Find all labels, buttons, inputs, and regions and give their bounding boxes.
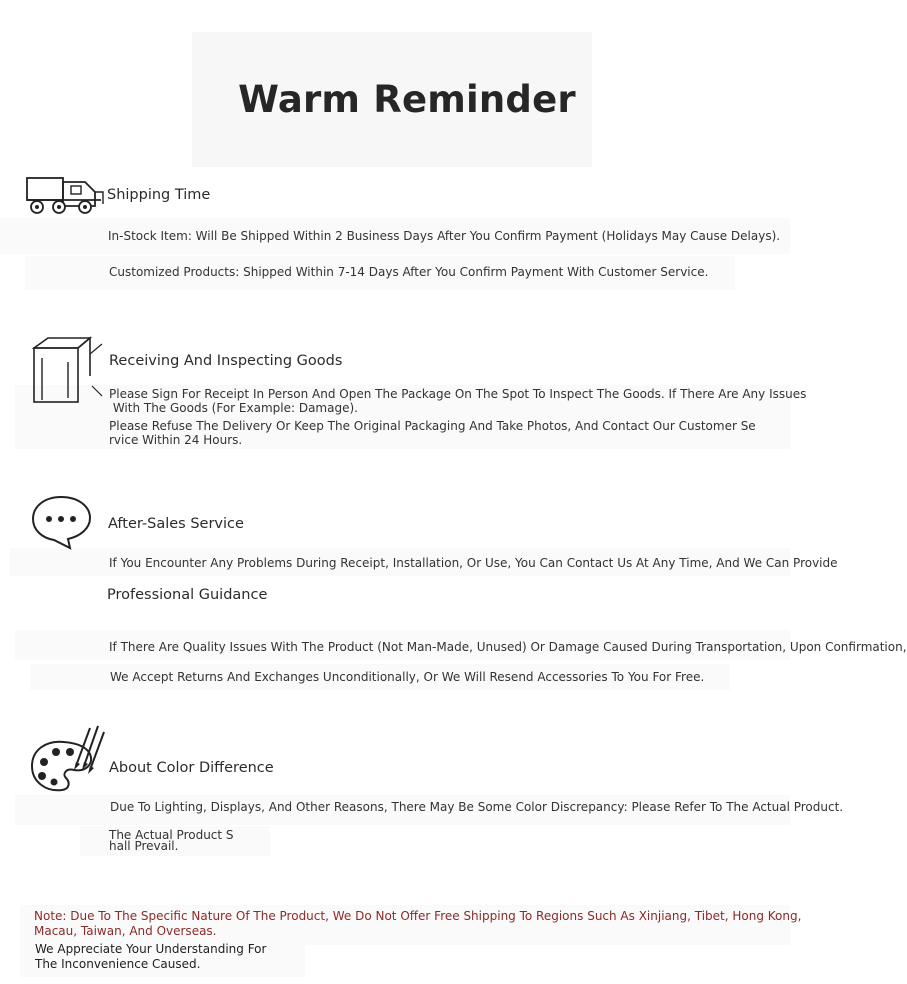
after-sales-heading: After-Sales Service (108, 516, 244, 532)
color-line-2: The Actual Product S (109, 828, 234, 842)
thanks-line-2: The Inconvenience Caused. (35, 957, 201, 971)
receiving-line-4: rvice Within 24 Hours. (109, 433, 243, 447)
receiving-line-3: Please Refuse The Delivery Or Keep The Original Packaging And Take Photos, And Contact Our Customer Se (109, 419, 756, 433)
color-line-1: Due To Lighting, Displays, And Other Reasons, There May Be Some Color Discrepancy: Please Refer To The Actual Product. (110, 800, 844, 814)
receiving-line-2: With The Goods (For Example: Damage). (109, 401, 358, 415)
after-sales-line-3: If There Are Quality Issues With The Product (Not Man-Made, Unused) Or Damage Caused During Transportation, Upon Confirmation, (109, 640, 907, 654)
shipping-heading: Shipping Time (107, 187, 211, 203)
receiving-line-1: Please Sign For Receipt In Person And Open The Package On The Spot To Inspect The Goods. If There Are Any Issues (109, 387, 807, 401)
thanks-line-1: We Appreciate Your Understanding For (35, 942, 267, 956)
shipping-line-2: Customized Products: Shipped Within 7-14 Days After You Confirm Payment With Customer Service. (109, 265, 709, 279)
box-icon (30, 336, 104, 406)
truck-icon (25, 170, 105, 218)
after-sales-line-4: We Accept Returns And Exchanges Unconditionally, Or We Will Resend Accessories To You For Free. (110, 670, 705, 684)
receiving-heading: Receiving And Inspecting Goods (109, 353, 343, 369)
after-sales-line-2: Professional Guidance (107, 587, 268, 603)
page-title: Warm Reminder (238, 78, 576, 121)
color-line-3: hall Prevail. (109, 839, 179, 853)
shipping-line-1: In-Stock Item: Will Be Shipped Within 2 Business Days After You Confirm Payment (Holidays May Cause Delays). (108, 229, 781, 243)
note-line-1: Note: Due To The Specific Nature Of The Product, We Do Not Offer Free Shipping To Regions Such As Xinjiang, Tibet, Hong Kong, (34, 909, 802, 923)
palette-icon (30, 722, 106, 794)
after-sales-line-1: If You Encounter Any Problems During Receipt, Installation, Or Use, You Can Contact Us At Any Time, And We Can Provide (109, 556, 838, 570)
note-line-2: Macau, Taiwan, And Overseas. (34, 924, 217, 938)
color-heading: About Color Difference (109, 760, 274, 776)
chat-bubble-icon (30, 494, 94, 550)
